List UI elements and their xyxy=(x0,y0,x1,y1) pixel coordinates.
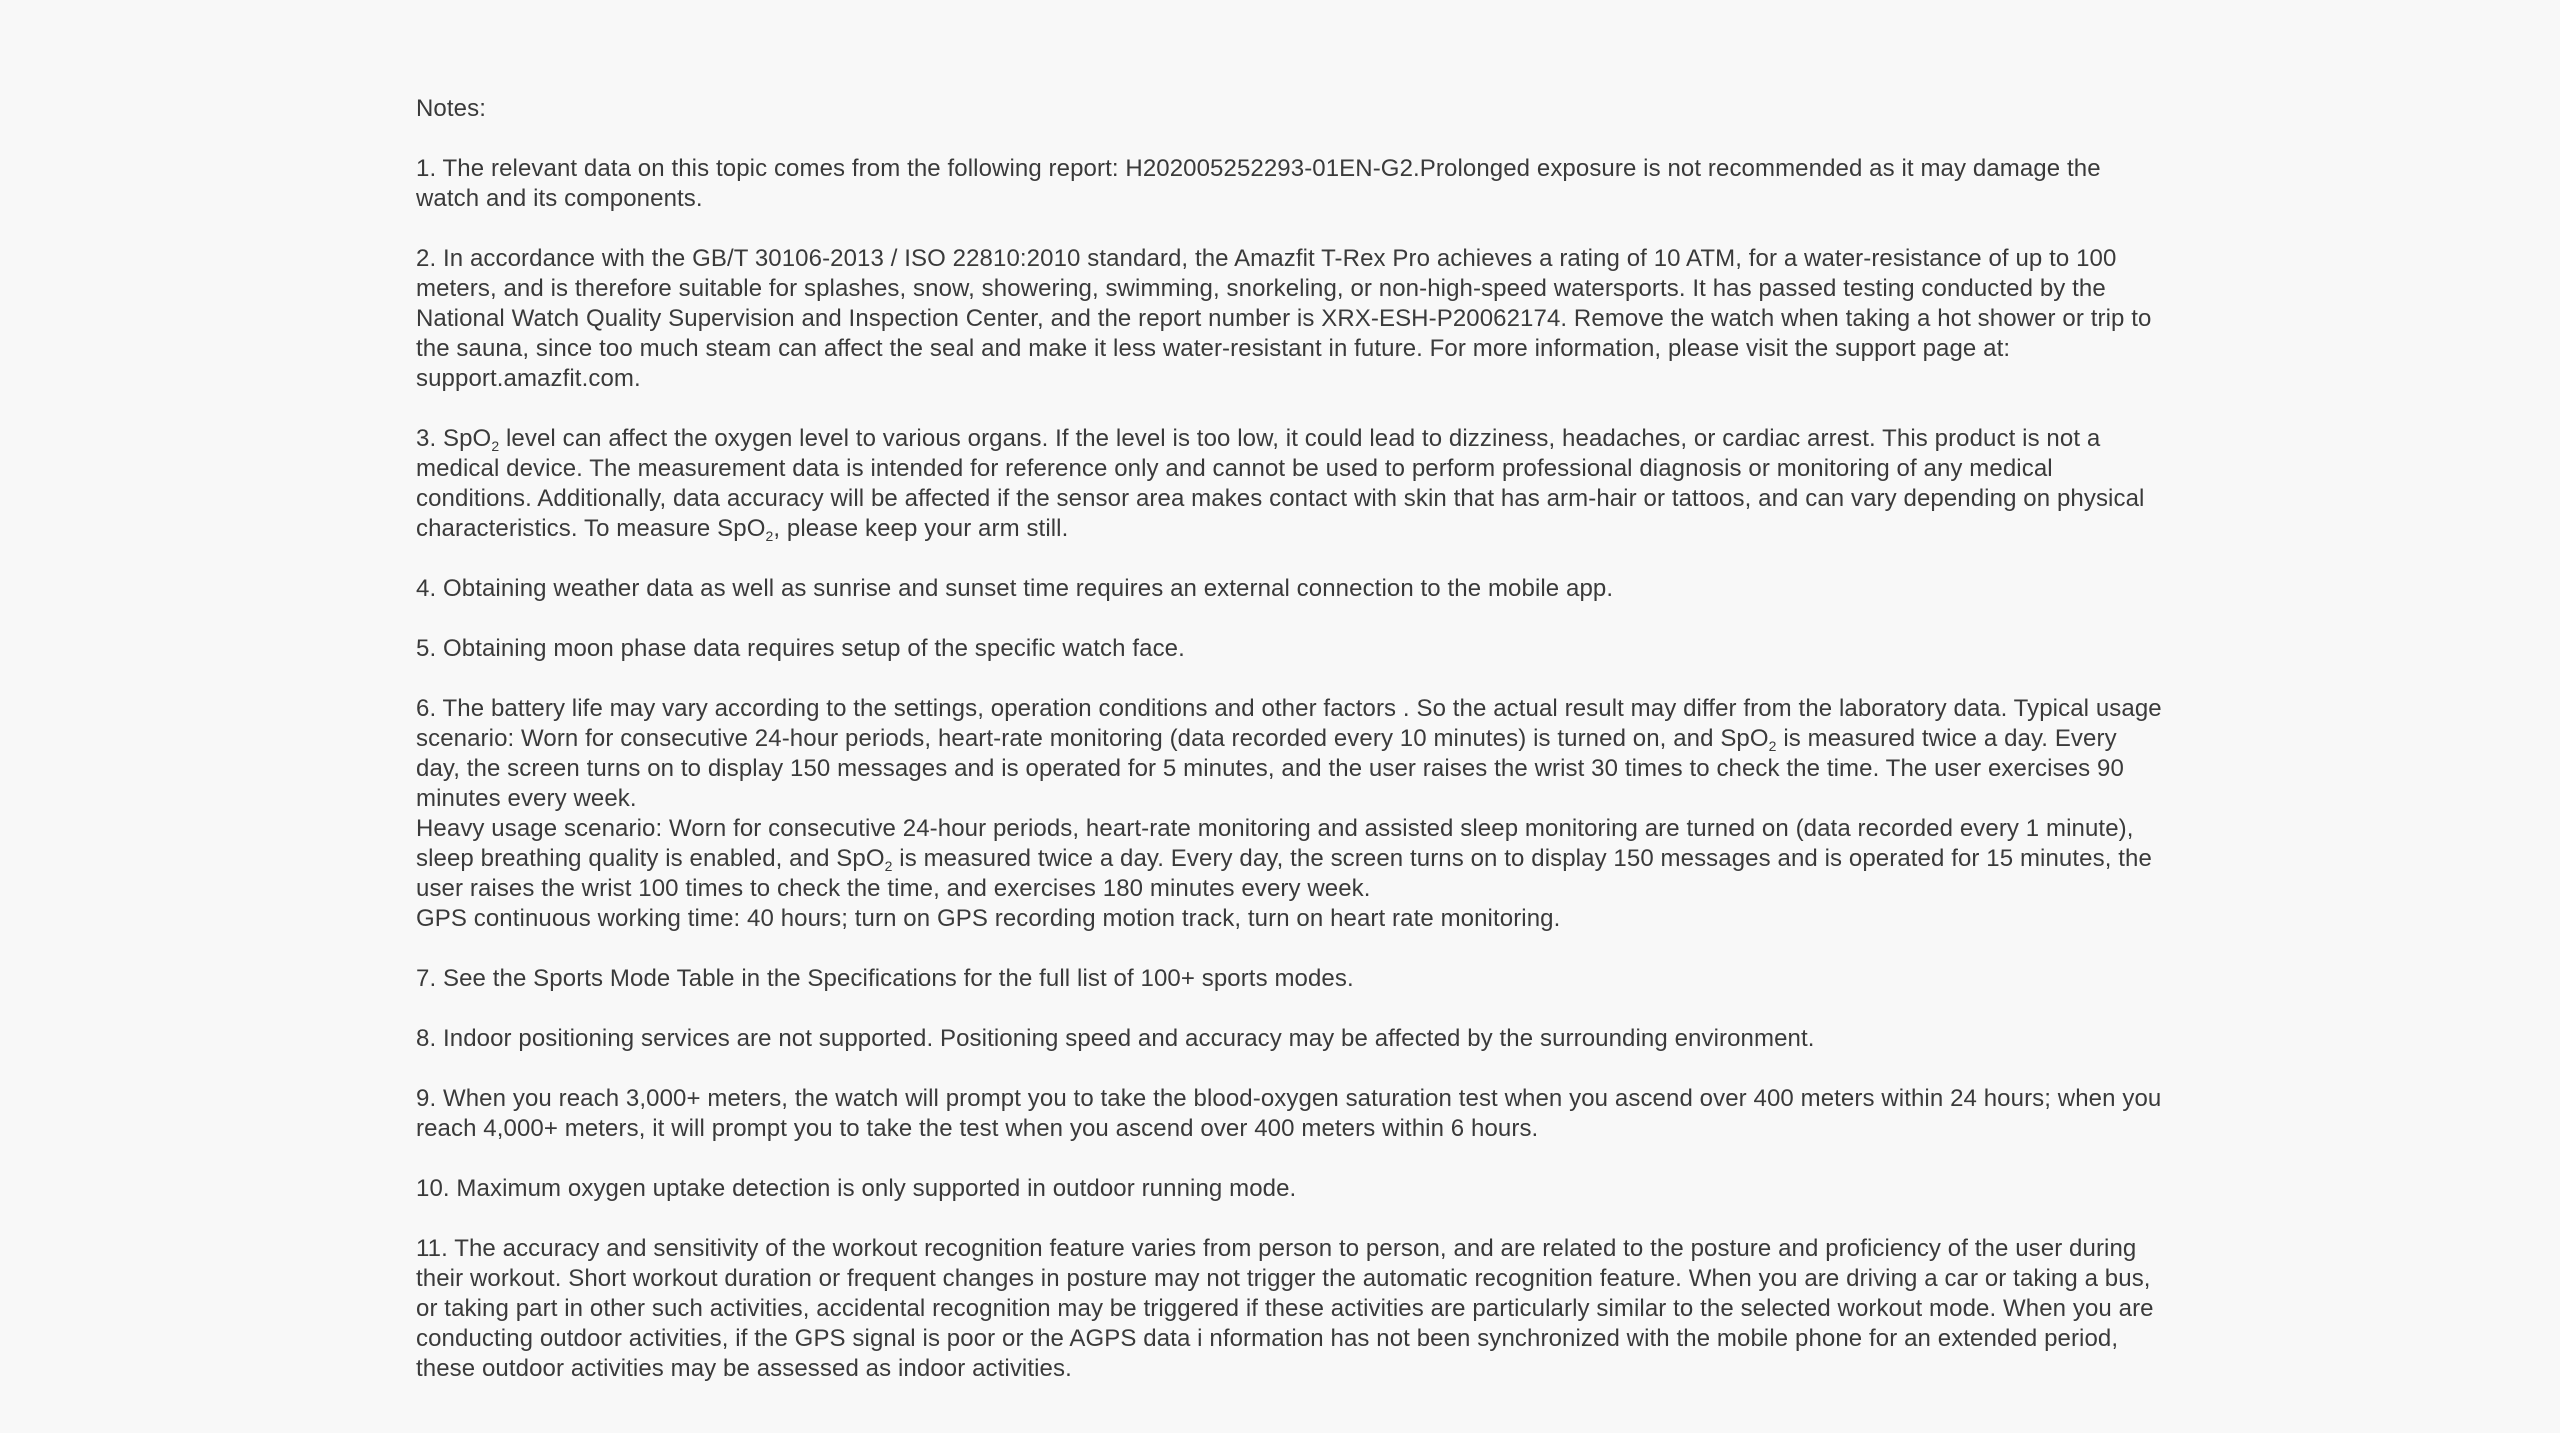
note-3-subscript-1: 2 xyxy=(491,438,500,454)
note-9: 9. When you reach 3,000+ meters, the watch will prompt you to take the blood-oxygen saturation test when you ascend over 400 meters within 24 hours; when you reach 4,000+ meters, it will prompt you to take the test when you ascend over 400 meters within 6 hours. xyxy=(416,1085,2162,1142)
note-5: 5. Obtaining moon phase data requires setup of the specific watch face. xyxy=(416,635,1185,662)
note-3-text-c: , please keep your arm still. xyxy=(773,515,1069,542)
note-6-typical-text-b: is measured twice a day. Every day, the screen turns on to display 150 messages and is operated for 5 minutes, and the user raises the wrist 30 times to check the time. The user exercises 90 minutes every week. xyxy=(416,725,2124,812)
note-10: 10. Maximum oxygen uptake detection is only supported in outdoor running mode. xyxy=(416,1175,1297,1202)
note-6-heavy-usage xyxy=(416,814,2166,904)
note-6-typical-text-a: 6. The battery life may vary according to the settings, operation conditions and other factors . So the actual result may differ from the laboratory data. Typical usage scenario: Worn for consecutive 24-hour periods, heart-rate monitoring (data recorded every 10 minutes) is turned on, and SpO xyxy=(416,695,2162,752)
note-7: 7. See the Sports Mode Table in the Specifications for the full list of 100+ sports modes. xyxy=(416,965,1354,992)
note-6-subscript-2: 2 xyxy=(884,858,893,874)
note-6-gps-time: GPS continuous working time: 40 hours; turn on GPS recording motion track, turn on heart rate monitoring. xyxy=(416,905,1561,932)
note-6-heavy-text-d: is measured twice a day. Every day, the screen turns on to display 150 messages and is operated for 15 minutes, the user raises the wrist 100 times to check the time, and exercises 180 minutes every week. xyxy=(416,845,2152,902)
note-6-subscript-1: 2 xyxy=(1768,738,1777,754)
notes-title: Notes: xyxy=(416,95,486,122)
note-3 xyxy=(416,424,2166,544)
note-11: 11. The accuracy and sensitivity of the workout recognition feature varies from person to person, and are related to the posture and proficiency of the user during their workout. Short workout duration or frequent changes in posture may not trigger the automatic recognition feature. When you are driving a car or taking a bus, or taking part in other such activities, accidental recognition may be triggered if these activities are particularly similar to the selected workout mode. When you are conducting outdoor activities, if the GPS signal is poor or the AGPS data i nformation has not been synchronized with the mobile phone for an extended period, these outdoor activities may be assessed as indoor activities. xyxy=(416,1235,2154,1382)
note-2: 2. In accordance with the GB/T 30106-2013 / ISO 22810:2010 standard, the Amazfit T-Rex Pro achieves a rating of 10 ATM, for a water-resistance of up to 100 meters, and is therefore suitable for splashes, snow, showering, swimming, snorkeling, or non-high-speed watersports. It has passed testing conducted by the National Watch Quality Supervision and Inspection Center, and the report number is XRX-ESH-P20062174. Remove the watch when taking a hot shower or trip to the sauna, since too much steam can affect the seal and make it less water-resistant in future. For more information, please visit the support page at: support.amazfit.com. xyxy=(416,245,2152,392)
note-6 xyxy=(416,694,2166,934)
note-3-text-b: level can affect the oxygen level to various organs. If the level is too low, it could lead to dizziness, headaches, or cardiac arrest. This product is not a medical device. The measurement data is intended for reference only and cannot be used to perform professional diagnosis or monitoring of any medical conditions. Additionally, data accuracy will be affected if the sensor area makes contact with skin that has arm-hair or tattoos, and can vary depending on physical characteristics. To measure SpO xyxy=(416,425,2145,542)
note-8: 8. Indoor positioning services are not supported. Positioning speed and accuracy may be affected by the surrounding environment. xyxy=(416,1025,1815,1052)
note-4: 4. Obtaining weather data as well as sunrise and sunset time requires an external connection to the mobile app. xyxy=(416,575,1614,602)
note-6-heavy-text-c: Heavy usage scenario: Worn for consecutive 24-hour periods, heart-rate monitoring and assisted sleep monitoring are turned on (data recorded every 1 minute), sleep breathing quality is enabled, and SpO xyxy=(416,815,2134,872)
note-1: 1. The relevant data on this topic comes from the following report: H202005252293-01EN-G2.Prolonged exposure is not recommended as it may damage the watch and its components. xyxy=(416,155,2101,212)
note-3-text-a: 3. SpO xyxy=(416,425,492,452)
notes-section xyxy=(416,94,2166,1414)
note-3-subscript-2: 2 xyxy=(765,528,774,544)
